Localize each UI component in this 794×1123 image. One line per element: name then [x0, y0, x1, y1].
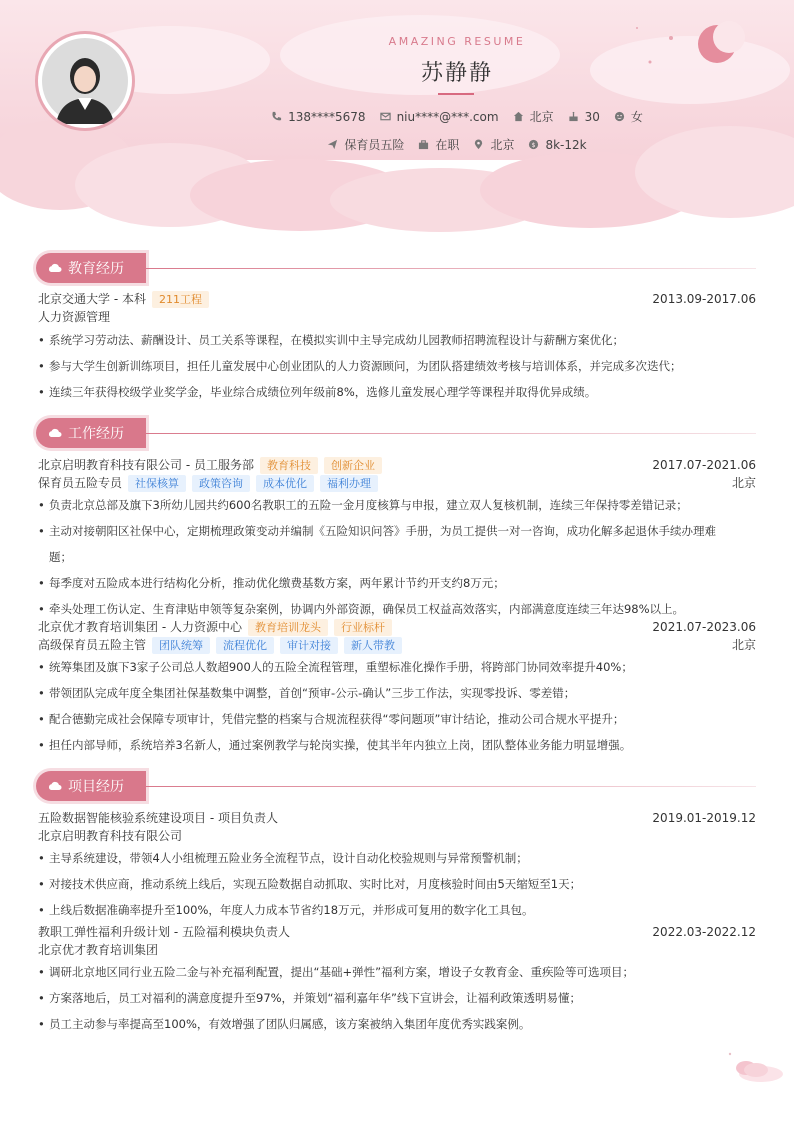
- project-bullets: [38, 959, 756, 1037]
- phone-text: 138****5678: [288, 109, 366, 124]
- company-name: 北京启明教育科技有限公司 - 员工服务部: [38, 458, 254, 472]
- project-org: 北京优才教育培训集团: [38, 943, 159, 957]
- work-date: 2021.07-2023.06: [652, 620, 756, 634]
- list-item: • 配合德勤完成社会保障专项审计，凭借完整的档案与合规流程获得“零问题项”审计结论，推动公司合规水平提升；: [38, 706, 756, 732]
- company-badge: 行业标杆: [334, 619, 392, 636]
- age-info: [568, 110, 600, 124]
- skill-badge: 政策咨询: [192, 475, 250, 492]
- cake-icon: [568, 111, 579, 122]
- work-date: 2017.07-2021.06: [652, 458, 756, 472]
- skill-badge: 团队统筹: [152, 637, 210, 654]
- gender-text: 女: [630, 110, 643, 124]
- email-text: niu****@***.com: [396, 109, 499, 124]
- project-date: 2022.03-2022.12: [652, 925, 756, 939]
- money-icon: [528, 139, 539, 150]
- education-title: 教育经历: [68, 261, 124, 277]
- project-org: 北京启明教育科技有限公司: [38, 829, 183, 843]
- list-item: • 主动对接朝阳区社保中心，定期梳理政策变动并编制《五险知识问答》手册，为员工提供一对一咨询，成功化解多起退休手续办理难 题；: [38, 518, 756, 570]
- face-icon: [614, 111, 625, 122]
- project-entry-1: [38, 809, 756, 923]
- company-badge: 教育培训龙头: [248, 619, 328, 636]
- list-item: • 统筹集团及旗下3家子公司总人数超900人的五险全流程管理，重塑标准化操作手册，将跨部门协同效率提升40%；: [38, 654, 756, 680]
- education-entry: [38, 290, 756, 405]
- list-item: • 带领团队完成年度全集团社保基数集中调整，首创“预审-公示-确认”三步工作法，实现零投诉、零差错；: [38, 680, 756, 706]
- candidate-name: 苏静静: [420, 61, 493, 86]
- major-name: 人力资源管理: [38, 310, 111, 324]
- skill-badge: 新人带教: [344, 637, 402, 654]
- send-icon: [327, 139, 338, 150]
- company-name: 北京优才教育培训集团 - 人力资源中心: [38, 620, 242, 634]
- job-role: 保育员五险专员: [38, 476, 123, 490]
- mail-icon: [380, 111, 391, 122]
- list-item: • 系统学习劳动法、薪酬设计、员工关系等课程，在模拟实训中主导完成幼儿园教师招聘流程设计与薪酬方案优化；: [38, 327, 756, 353]
- cloud-icon: [48, 781, 62, 791]
- project-entry-2: [38, 923, 756, 1037]
- list-item: • 上线后数据准确率提升至100%，年度人力成本节省约18万元，并形成可复用的数字化工具包。: [38, 897, 756, 923]
- list-item: • 参与大学生创新训练项目，担任儿童发展中心创业团队的人力资源顾问，为团队搭建绩效考核与培训体系，并完成多次迭代；: [38, 353, 756, 379]
- job-text: 保育员五险: [344, 138, 405, 152]
- salary-text: 8k-12k: [545, 137, 587, 152]
- cloud-icon: [48, 428, 62, 438]
- section-divider: [146, 433, 756, 434]
- education-section-header: [36, 253, 756, 285]
- work-section-header: [36, 418, 756, 450]
- briefcase-icon: [418, 139, 429, 150]
- skill-badge: 成本优化: [256, 475, 314, 492]
- project-bullets: [38, 845, 756, 923]
- school-badge: 211工程: [152, 291, 209, 308]
- work-bullets: [38, 654, 756, 758]
- svg-text:$: $: [531, 140, 536, 149]
- city-info: [513, 108, 554, 125]
- list-item: • 牵头处理工伤认定、生育津贴申领等复杂案例，协调内外部资源，确保员工权益高效落实，内部满意度连续三年达98%以上。: [38, 596, 756, 622]
- decorative-cloud-icon: [726, 1050, 786, 1086]
- work-title-pill: [36, 418, 146, 448]
- status-info: [418, 136, 459, 153]
- location-text: 北京: [490, 138, 515, 152]
- job-role: 高级保育员五险主管: [38, 638, 147, 652]
- list-item: • 方案落地后，员工对福利的满意度提升至97%，并策划“福利嘉年华”线下宣讲会，让福利政策透明易懂；: [38, 985, 756, 1011]
- section-divider: [146, 786, 756, 787]
- gender-info: [614, 108, 643, 125]
- work-city: 北京: [731, 638, 756, 652]
- skill-badge: 福利办理: [320, 475, 378, 492]
- list-item: • 每季度对五险成本进行结构化分析，推动优化缴费基数方案，两年累计节约开支约8万元；: [38, 570, 756, 596]
- company-badge: 教育科技: [260, 457, 318, 474]
- project-date: 2019.01-2019.12: [652, 811, 756, 825]
- project-title-text: 五险数据智能核验系统建设项目 - 项目负责人: [38, 811, 278, 825]
- work-bullets: [38, 492, 756, 622]
- location-info: [473, 136, 514, 153]
- list-item: • 连续三年获得校级学业奖学金，毕业综合成绩位列年级前8%，选修儿童发展心理学等课程并取得优异成绩。: [38, 379, 756, 405]
- company-badge: 创新企业: [324, 457, 382, 474]
- work-entry-1: [38, 456, 756, 622]
- education-title-pill: [36, 253, 146, 283]
- skill-badge: 流程优化: [216, 637, 274, 654]
- list-item: • 员工主动参与率提高至100%，有效增强了团队归属感，该方案被纳入集团年度优秀实践案例。: [38, 1011, 756, 1037]
- project-title: 项目经历: [68, 779, 124, 795]
- work-city: 北京: [731, 476, 756, 490]
- project-title-pill: [36, 771, 146, 801]
- list-item: • 担任内部导师，系统培养3名新人，通过案例教学与轮岗实操，使其半年内独立上岗，团队整体业务能力明显增强。: [38, 732, 756, 758]
- name-underline: [438, 93, 474, 95]
- list-item: • 主导系统建设，带领4人小组梳理五险业务全流程节点，设计自动化校验规则与异常预警机制；: [38, 845, 756, 871]
- phone-info: [271, 110, 365, 124]
- job-intent-row: [0, 136, 794, 153]
- education-bullets: [38, 327, 756, 405]
- phone-icon: [271, 111, 282, 122]
- email-info: [380, 110, 499, 124]
- list-item: • 对接技术供应商，推动系统上线后，实现五险数据自动抓取、实时比对，月度核验时间由5天缩短至1天；: [38, 871, 756, 897]
- section-divider: [146, 268, 756, 269]
- contact-row: [0, 108, 794, 125]
- work-title: 工作经历: [68, 426, 124, 442]
- location-pin-icon: [473, 139, 484, 150]
- project-title-text: 教职工弹性福利升级计划 - 五险福利模块负责人: [38, 925, 290, 939]
- education-date: 2013.09-2017.06: [652, 292, 756, 306]
- city-text: 北京: [529, 110, 554, 124]
- school-name: 北京交通大学 - 本科: [38, 292, 146, 306]
- skill-badge: 审计对接: [280, 637, 338, 654]
- list-item: • 负责北京总部及旗下3所幼儿园共约600名教职工的五险一金月度核算与申报，建立双人复核机制，连续三年保持零差错记录；: [38, 492, 756, 518]
- cloud-icon: [48, 263, 62, 273]
- skill-badge: 社保核算: [128, 475, 186, 492]
- job-info: [327, 136, 404, 153]
- salary-info: [528, 138, 586, 152]
- list-item: • 调研北京地区同行业五险二金与补充福利配置，提出“基础+弹性”福利方案，增设子女教育金、重疾险等可选项目；: [38, 959, 756, 985]
- status-text: 在职: [435, 138, 460, 152]
- home-icon: [513, 111, 524, 122]
- resume-tagline: AMAZING RESUME: [388, 35, 526, 48]
- work-entry-2: [38, 618, 756, 758]
- project-section-header: [36, 771, 756, 803]
- age-text: 30: [584, 109, 600, 124]
